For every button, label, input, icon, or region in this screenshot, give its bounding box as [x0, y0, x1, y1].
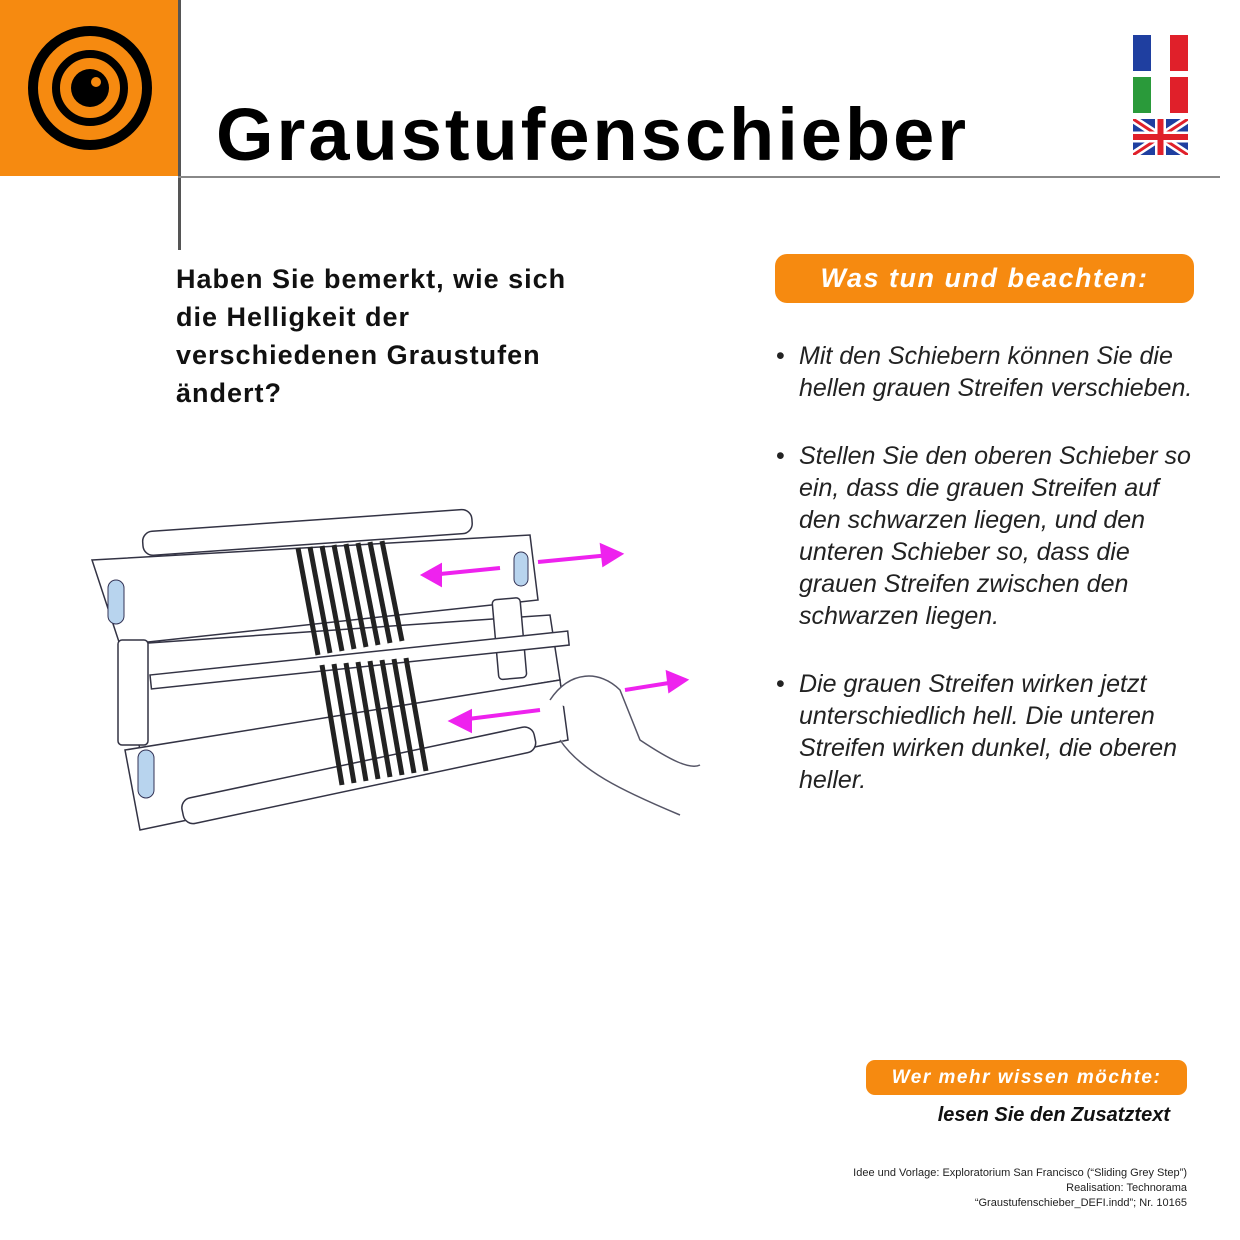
credits-line: Idee und Vorlage: Exploratorium San Francisco (“Sliding Grey Step”) [853, 1167, 1187, 1179]
question-text: Haben Sie bemerkt, wie sich die Helligkeit der verschiedenen Graustufen ändert? [176, 264, 567, 408]
more-info-text: lesen Sie den Zusatztext [937, 1104, 1170, 1126]
more-info-heading: Wer mehr wissen möchte: [866, 1060, 1187, 1095]
eye-target-logo [0, 0, 178, 176]
page-title: Graustufenschieber [216, 93, 970, 176]
flag-italy-icon[interactable] [1133, 77, 1188, 113]
list-item: • Die grauen Streifen wirken jetzt unterschiedlich hell. Die unteren Streifen wirken dunkel, die oberen heller. [776, 668, 1206, 796]
credits-line: Realisation: Technorama [1066, 1182, 1187, 1194]
list-item: • Mit den Schiebern können Sie die hellen grauen Streifen verschieben. [776, 340, 1206, 404]
list-item: • Stellen Sie den oberen Schieber so ein, dass die grauen Streifen auf den schwarzen liegen, und den unteren Schieber so, dass die grauen Streifen zwischen den schwarzen liegen. [776, 440, 1206, 632]
flag-uk-icon[interactable] [1133, 119, 1188, 155]
instructions-heading: Was tun und beachten: [775, 254, 1194, 303]
slider-illustration [80, 500, 720, 860]
credits-line: “Graustufenschieber_DEFI.indd”; Nr. 10165 [974, 1197, 1187, 1209]
flag-france-icon[interactable] [1133, 35, 1188, 71]
credits [853, 1166, 1187, 1211]
logo-box [0, 0, 178, 176]
instructions-list [776, 340, 1206, 832]
divider-vertical [178, 0, 181, 250]
